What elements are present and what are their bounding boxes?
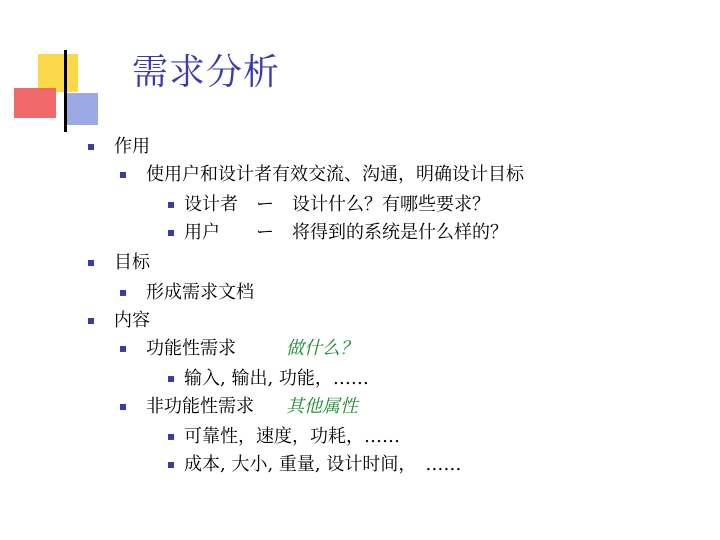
square-bullet-icon <box>168 202 174 208</box>
square-bullet-icon <box>88 318 94 324</box>
bullet-item <box>88 134 150 160</box>
item-text: 成本, 大小, 重量, 设计时间， …… <box>184 454 462 475</box>
item-text: 使用户和设计者有效交流、沟通，明确设计目标 <box>146 164 524 185</box>
item-text: 可靠性，速度，功耗，…… <box>184 426 400 447</box>
slide-title: 需求分析 <box>132 52 281 93</box>
bullet-item <box>168 192 490 218</box>
square-bullet-icon <box>88 144 94 150</box>
square-bullet-icon <box>120 404 126 410</box>
item-text: 非功能性需求 <box>146 396 254 417</box>
item-text: 输入, 输出, 功能，…… <box>184 368 369 389</box>
item-text: 设计者 ー 设计什么？有哪些要求？ <box>184 194 490 215</box>
square-bullet-icon <box>120 172 126 178</box>
bullet-item <box>168 366 369 392</box>
bullet-item <box>120 162 524 188</box>
item-text: 目标 <box>114 252 150 273</box>
decor-red-square <box>14 88 56 118</box>
item-text: 功能性需求 <box>146 338 236 359</box>
bullet-item <box>168 220 508 246</box>
bullet-item <box>120 336 358 362</box>
square-bullet-icon <box>168 230 174 236</box>
item-note: 其他属性 <box>286 396 358 417</box>
square-bullet-icon <box>168 434 174 440</box>
square-bullet-icon <box>168 376 174 382</box>
item-text: 用户 ー 将得到的系统是什么样的？ <box>184 222 508 243</box>
bullet-item <box>88 308 150 334</box>
item-text: 作用 <box>114 136 150 157</box>
bullet-item <box>88 250 150 276</box>
bullet-item <box>120 280 254 306</box>
bullet-item <box>120 394 358 420</box>
square-bullet-icon <box>120 346 126 352</box>
decor-yellow-square <box>38 54 78 92</box>
square-bullet-icon <box>120 290 126 296</box>
bullet-item <box>168 424 400 450</box>
item-text: 形成需求文档 <box>146 282 254 303</box>
square-bullet-icon <box>168 462 174 468</box>
decor-blue-square <box>64 93 98 125</box>
square-bullet-icon <box>88 260 94 266</box>
item-note: 做什么？ <box>286 338 358 359</box>
item-text: 内容 <box>114 310 150 331</box>
decor-vertical-line <box>64 50 67 132</box>
bullet-item <box>168 452 461 478</box>
